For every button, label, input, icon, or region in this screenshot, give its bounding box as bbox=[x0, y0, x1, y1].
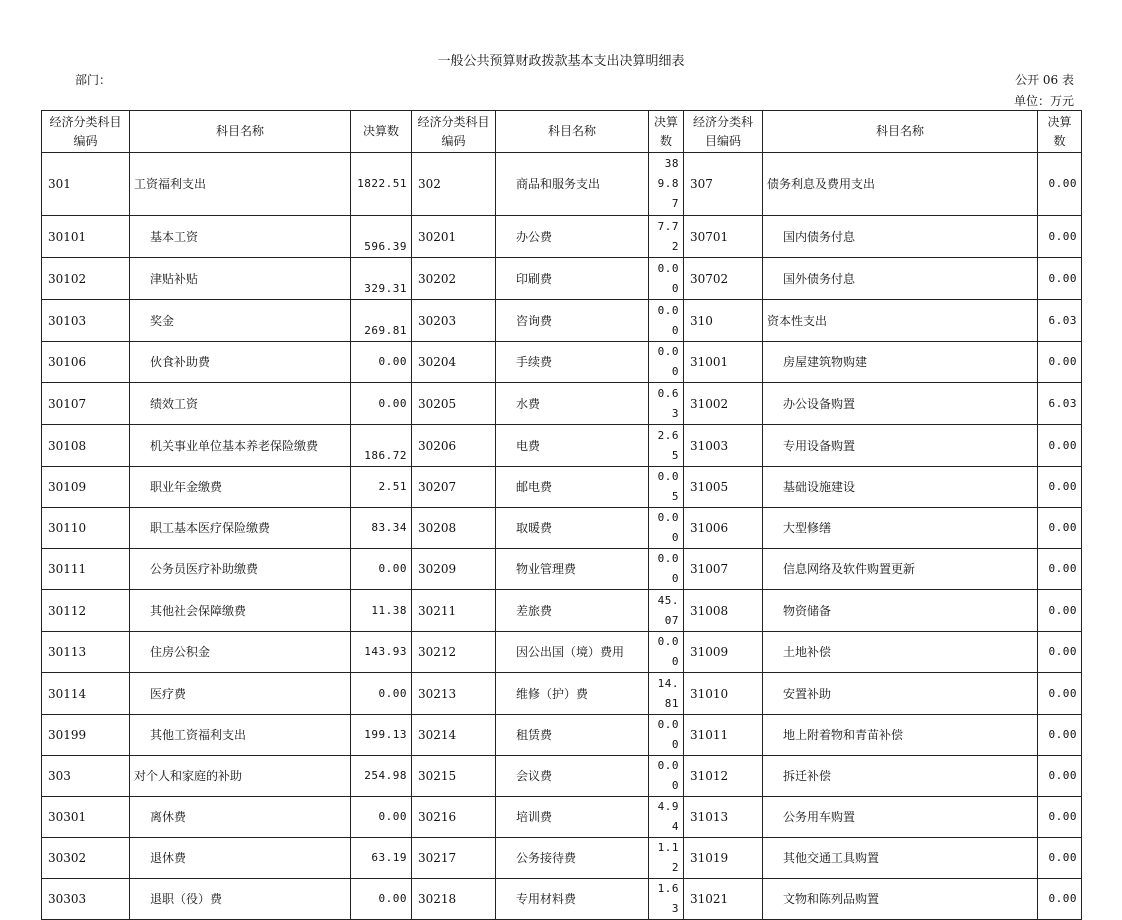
amount-cell: 0.00 bbox=[1038, 153, 1082, 216]
amount-cell: 0.00 bbox=[649, 342, 684, 383]
table-row bbox=[42, 879, 1082, 920]
code-cell: 307 bbox=[684, 153, 763, 216]
header-amount: 决算数 bbox=[351, 111, 412, 153]
code-cell: 30199 bbox=[42, 715, 130, 756]
table-row bbox=[42, 590, 1082, 632]
name-cell: 专用设备购置 bbox=[763, 425, 1038, 467]
name-cell: 电费 bbox=[496, 425, 649, 467]
name-cell: 职业年金缴费 bbox=[130, 467, 351, 508]
amount-cell: 0.00 bbox=[1038, 216, 1082, 258]
code-cell: 30106 bbox=[42, 342, 130, 383]
name-cell: 物业管理费 bbox=[496, 549, 649, 590]
code-cell: 30107 bbox=[42, 383, 130, 425]
amount-cell: 4.94 bbox=[649, 797, 684, 838]
name-cell: 公务接待费 bbox=[496, 838, 649, 879]
amount-cell: 0.00 bbox=[351, 549, 412, 590]
code-cell: 30209 bbox=[412, 549, 496, 590]
amount-cell: 596.39 bbox=[351, 216, 412, 258]
amount-cell: 6.03 bbox=[1038, 383, 1082, 425]
code-cell: 30208 bbox=[412, 508, 496, 549]
name-cell: 水费 bbox=[496, 383, 649, 425]
amount-cell: 0.00 bbox=[649, 300, 684, 342]
amount-cell: 0.00 bbox=[1038, 756, 1082, 797]
amount-cell: 0.00 bbox=[351, 879, 412, 920]
amount-cell: 0.00 bbox=[1038, 879, 1082, 920]
amount-cell: 186.72 bbox=[351, 425, 412, 467]
name-cell: 国内债务付息 bbox=[763, 216, 1038, 258]
code-cell: 301 bbox=[42, 153, 130, 216]
amount-cell: 0.00 bbox=[1038, 715, 1082, 756]
name-cell: 取暖费 bbox=[496, 508, 649, 549]
name-cell: 津贴补贴 bbox=[130, 258, 351, 300]
name-cell: 退休费 bbox=[130, 838, 351, 879]
amount-cell: 1822.51 bbox=[351, 153, 412, 216]
table-row bbox=[42, 632, 1082, 673]
code-cell: 30206 bbox=[412, 425, 496, 467]
amount-cell: 6.03 bbox=[1038, 300, 1082, 342]
amount-cell: 11.38 bbox=[351, 590, 412, 632]
amount-cell: 0.00 bbox=[1038, 467, 1082, 508]
amount-cell: 0.00 bbox=[1038, 797, 1082, 838]
code-cell: 30214 bbox=[412, 715, 496, 756]
amount-cell: 0.00 bbox=[649, 258, 684, 300]
name-cell: 物资储备 bbox=[763, 590, 1038, 632]
code-cell: 31008 bbox=[684, 590, 763, 632]
name-cell: 公务员医疗补助缴费 bbox=[130, 549, 351, 590]
name-cell: 房屋建筑物购建 bbox=[763, 342, 1038, 383]
code-cell: 30211 bbox=[412, 590, 496, 632]
amount-cell: 0.00 bbox=[649, 756, 684, 797]
amount-cell: 14.81 bbox=[649, 673, 684, 715]
header-code: 经济分类科目编码 bbox=[684, 111, 763, 153]
amount-cell: 0.63 bbox=[649, 383, 684, 425]
code-cell: 30302 bbox=[42, 838, 130, 879]
amount-cell: 0.00 bbox=[1038, 425, 1082, 467]
name-cell: 伙食补助费 bbox=[130, 342, 351, 383]
amount-cell: 0.00 bbox=[649, 715, 684, 756]
name-cell: 办公费 bbox=[496, 216, 649, 258]
code-cell: 30113 bbox=[42, 632, 130, 673]
code-cell: 30201 bbox=[412, 216, 496, 258]
amount-cell: 83.34 bbox=[351, 508, 412, 549]
code-cell: 30110 bbox=[42, 508, 130, 549]
amount-cell: 0.00 bbox=[649, 508, 684, 549]
amount-cell: 7.72 bbox=[649, 216, 684, 258]
table-row bbox=[42, 756, 1082, 797]
code-cell: 31002 bbox=[684, 383, 763, 425]
name-cell: 会议费 bbox=[496, 756, 649, 797]
amount-cell: 0.00 bbox=[1038, 838, 1082, 879]
amount-cell: 0.00 bbox=[351, 673, 412, 715]
table-row bbox=[42, 838, 1082, 879]
code-cell: 31006 bbox=[684, 508, 763, 549]
code-cell: 30102 bbox=[42, 258, 130, 300]
code-cell: 31009 bbox=[684, 632, 763, 673]
amount-cell: 0.05 bbox=[649, 467, 684, 508]
amount-cell: 199.13 bbox=[351, 715, 412, 756]
amount-cell: 0.00 bbox=[351, 797, 412, 838]
code-cell: 30204 bbox=[412, 342, 496, 383]
code-cell: 31011 bbox=[684, 715, 763, 756]
name-cell: 地上附着物和青苗补偿 bbox=[763, 715, 1038, 756]
code-cell: 31007 bbox=[684, 549, 763, 590]
code-cell: 31013 bbox=[684, 797, 763, 838]
name-cell: 退职（役）费 bbox=[130, 879, 351, 920]
name-cell: 差旅费 bbox=[496, 590, 649, 632]
name-cell: 基本工资 bbox=[130, 216, 351, 258]
table-row bbox=[42, 797, 1082, 838]
code-cell: 30205 bbox=[412, 383, 496, 425]
name-cell: 基础设施建设 bbox=[763, 467, 1038, 508]
code-cell: 30101 bbox=[42, 216, 130, 258]
name-cell: 公务用车购置 bbox=[763, 797, 1038, 838]
amount-cell: 0.00 bbox=[351, 342, 412, 383]
code-cell: 30702 bbox=[684, 258, 763, 300]
table-row bbox=[42, 467, 1082, 508]
code-cell: 30217 bbox=[412, 838, 496, 879]
table-row bbox=[42, 216, 1082, 258]
name-cell: 其他社会保障缴费 bbox=[130, 590, 351, 632]
amount-cell: 0.00 bbox=[1038, 508, 1082, 549]
name-cell: 咨询费 bbox=[496, 300, 649, 342]
name-cell: 因公出国（境）费用 bbox=[496, 632, 649, 673]
table-row bbox=[42, 549, 1082, 590]
table-row bbox=[42, 383, 1082, 425]
name-cell: 办公设备购置 bbox=[763, 383, 1038, 425]
amount-cell: 0.00 bbox=[649, 632, 684, 673]
table-row bbox=[42, 673, 1082, 715]
code-cell: 30213 bbox=[412, 673, 496, 715]
header-name: 科目名称 bbox=[763, 111, 1038, 153]
name-cell: 手续费 bbox=[496, 342, 649, 383]
header-name: 科目名称 bbox=[130, 111, 351, 153]
code-cell: 30218 bbox=[412, 879, 496, 920]
name-cell: 债务利息及费用支出 bbox=[763, 153, 1038, 216]
code-cell: 30109 bbox=[42, 467, 130, 508]
name-cell: 资本性支出 bbox=[763, 300, 1038, 342]
code-cell: 30303 bbox=[42, 879, 130, 920]
code-cell: 31021 bbox=[684, 879, 763, 920]
code-cell: 31001 bbox=[684, 342, 763, 383]
form-code: 公开 06 表 bbox=[1015, 73, 1074, 87]
name-cell: 专用材料费 bbox=[496, 879, 649, 920]
amount-cell: 269.81 bbox=[351, 300, 412, 342]
name-cell: 奖金 bbox=[130, 300, 351, 342]
code-cell: 31019 bbox=[684, 838, 763, 879]
name-cell: 文物和陈列品购置 bbox=[763, 879, 1038, 920]
table-row bbox=[42, 508, 1082, 549]
name-cell: 医疗费 bbox=[130, 673, 351, 715]
name-cell: 绩效工资 bbox=[130, 383, 351, 425]
name-cell: 商品和服务支出 bbox=[496, 153, 649, 216]
page-title: 一般公共预算财政拨款基本支出决算明细表 bbox=[437, 54, 685, 69]
amount-cell: 0.00 bbox=[1038, 673, 1082, 715]
name-cell: 维修（护）费 bbox=[496, 673, 649, 715]
table-row bbox=[42, 153, 1082, 216]
amount-cell: 2.51 bbox=[351, 467, 412, 508]
name-cell: 国外债务付息 bbox=[763, 258, 1038, 300]
name-cell: 大型修缮 bbox=[763, 508, 1038, 549]
amount-cell: 0.00 bbox=[649, 549, 684, 590]
header-amount: 决算数 bbox=[1038, 111, 1082, 153]
name-cell: 培训费 bbox=[496, 797, 649, 838]
code-cell: 302 bbox=[412, 153, 496, 216]
name-cell: 工资福利支出 bbox=[130, 153, 351, 216]
amount-cell: 0.00 bbox=[1038, 549, 1082, 590]
name-cell: 对个人和家庭的补助 bbox=[130, 756, 351, 797]
code-cell: 30202 bbox=[412, 258, 496, 300]
name-cell: 印刷费 bbox=[496, 258, 649, 300]
name-cell: 邮电费 bbox=[496, 467, 649, 508]
code-cell: 30212 bbox=[412, 632, 496, 673]
header-name: 科目名称 bbox=[496, 111, 649, 153]
name-cell: 拆迁补偿 bbox=[763, 756, 1038, 797]
name-cell: 职工基本医疗保险缴费 bbox=[130, 508, 351, 549]
code-cell: 30114 bbox=[42, 673, 130, 715]
amount-cell: 1.63 bbox=[649, 879, 684, 920]
expenditure-table bbox=[41, 110, 1082, 920]
name-cell: 机关事业单位基本养老保险缴费 bbox=[130, 425, 351, 467]
amount-cell: 0.00 bbox=[1038, 590, 1082, 632]
code-cell: 30103 bbox=[42, 300, 130, 342]
name-cell: 安置补助 bbox=[763, 673, 1038, 715]
name-cell: 住房公积金 bbox=[130, 632, 351, 673]
name-cell: 其他工资福利支出 bbox=[130, 715, 351, 756]
name-cell: 租赁费 bbox=[496, 715, 649, 756]
name-cell: 离休费 bbox=[130, 797, 351, 838]
table-row bbox=[42, 715, 1082, 756]
code-cell: 303 bbox=[42, 756, 130, 797]
code-cell: 30301 bbox=[42, 797, 130, 838]
amount-cell: 329.31 bbox=[351, 258, 412, 300]
amount-cell: 0.00 bbox=[1038, 258, 1082, 300]
amount-cell: 389.87 bbox=[649, 153, 684, 216]
code-cell: 30216 bbox=[412, 797, 496, 838]
name-cell: 其他交通工具购置 bbox=[763, 838, 1038, 879]
amount-cell: 63.19 bbox=[351, 838, 412, 879]
table-row bbox=[42, 425, 1082, 467]
table-row bbox=[42, 300, 1082, 342]
header-row bbox=[42, 111, 1082, 153]
code-cell: 31012 bbox=[684, 756, 763, 797]
amount-cell: 254.98 bbox=[351, 756, 412, 797]
code-cell: 31005 bbox=[684, 467, 763, 508]
name-cell: 信息网络及软件购置更新 bbox=[763, 549, 1038, 590]
table-row bbox=[42, 258, 1082, 300]
table-row bbox=[42, 342, 1082, 383]
code-cell: 31010 bbox=[684, 673, 763, 715]
code-cell: 30207 bbox=[412, 467, 496, 508]
header-amount: 决算数 bbox=[649, 111, 684, 153]
code-cell: 30111 bbox=[42, 549, 130, 590]
code-cell: 30215 bbox=[412, 756, 496, 797]
header-code: 经济分类科目编码 bbox=[42, 111, 130, 153]
code-cell: 310 bbox=[684, 300, 763, 342]
department-label: 部门： bbox=[75, 73, 112, 87]
amount-cell: 2.65 bbox=[649, 425, 684, 467]
code-cell: 30108 bbox=[42, 425, 130, 467]
amount-cell: 1.12 bbox=[649, 838, 684, 879]
amount-cell: 0.00 bbox=[1038, 632, 1082, 673]
name-cell: 土地补偿 bbox=[763, 632, 1038, 673]
amount-cell: 0.00 bbox=[351, 383, 412, 425]
code-cell: 30112 bbox=[42, 590, 130, 632]
code-cell: 30203 bbox=[412, 300, 496, 342]
unit-label: 单位：万元 bbox=[1013, 94, 1074, 108]
amount-cell: 143.93 bbox=[351, 632, 412, 673]
code-cell: 30701 bbox=[684, 216, 763, 258]
amount-cell: 45.07 bbox=[649, 590, 684, 632]
header-code: 经济分类科目编码 bbox=[412, 111, 496, 153]
code-cell: 31003 bbox=[684, 425, 763, 467]
amount-cell: 0.00 bbox=[1038, 342, 1082, 383]
